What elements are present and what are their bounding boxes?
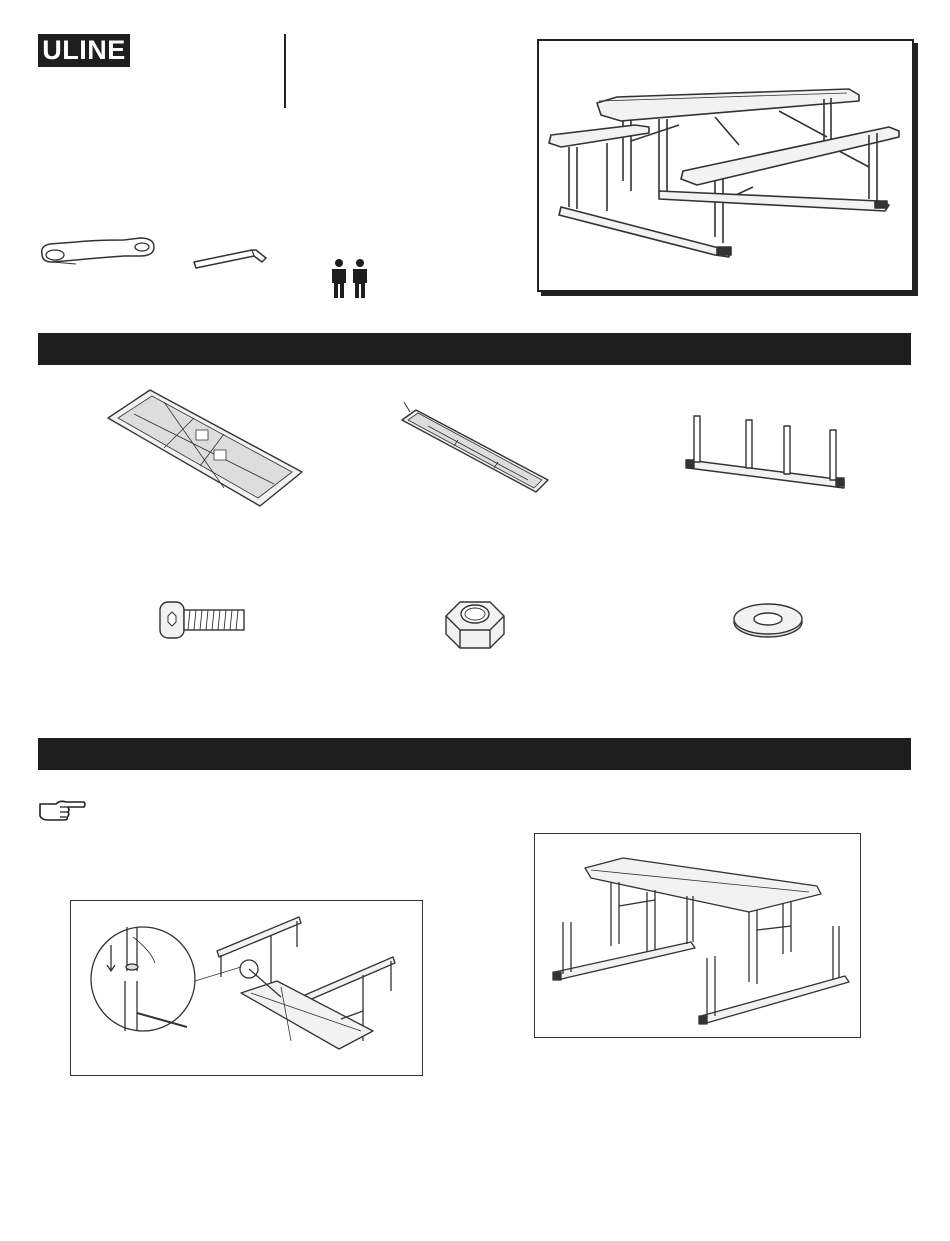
parts-section-bar [38, 333, 911, 365]
table-top-part [104, 388, 304, 512]
brand-logo-text: ULINE [42, 35, 126, 65]
step-unfolded-table-figure [534, 833, 861, 1038]
step-leg-insertion-figure [70, 900, 423, 1076]
bolt-part [158, 598, 248, 642]
leg-frame-part [684, 410, 850, 492]
bench-top-part [398, 400, 550, 496]
pointing-hand-icon [38, 798, 86, 822]
washer-part [730, 600, 806, 640]
brand-logo [38, 34, 130, 67]
assembly-section-bar [38, 738, 911, 770]
hero-table-illustration [537, 39, 914, 292]
nut-part [442, 594, 508, 652]
header-divider [284, 34, 286, 108]
hex-key-icon [190, 236, 272, 270]
wrench-icon [36, 232, 158, 270]
two-person-icon [328, 258, 372, 300]
